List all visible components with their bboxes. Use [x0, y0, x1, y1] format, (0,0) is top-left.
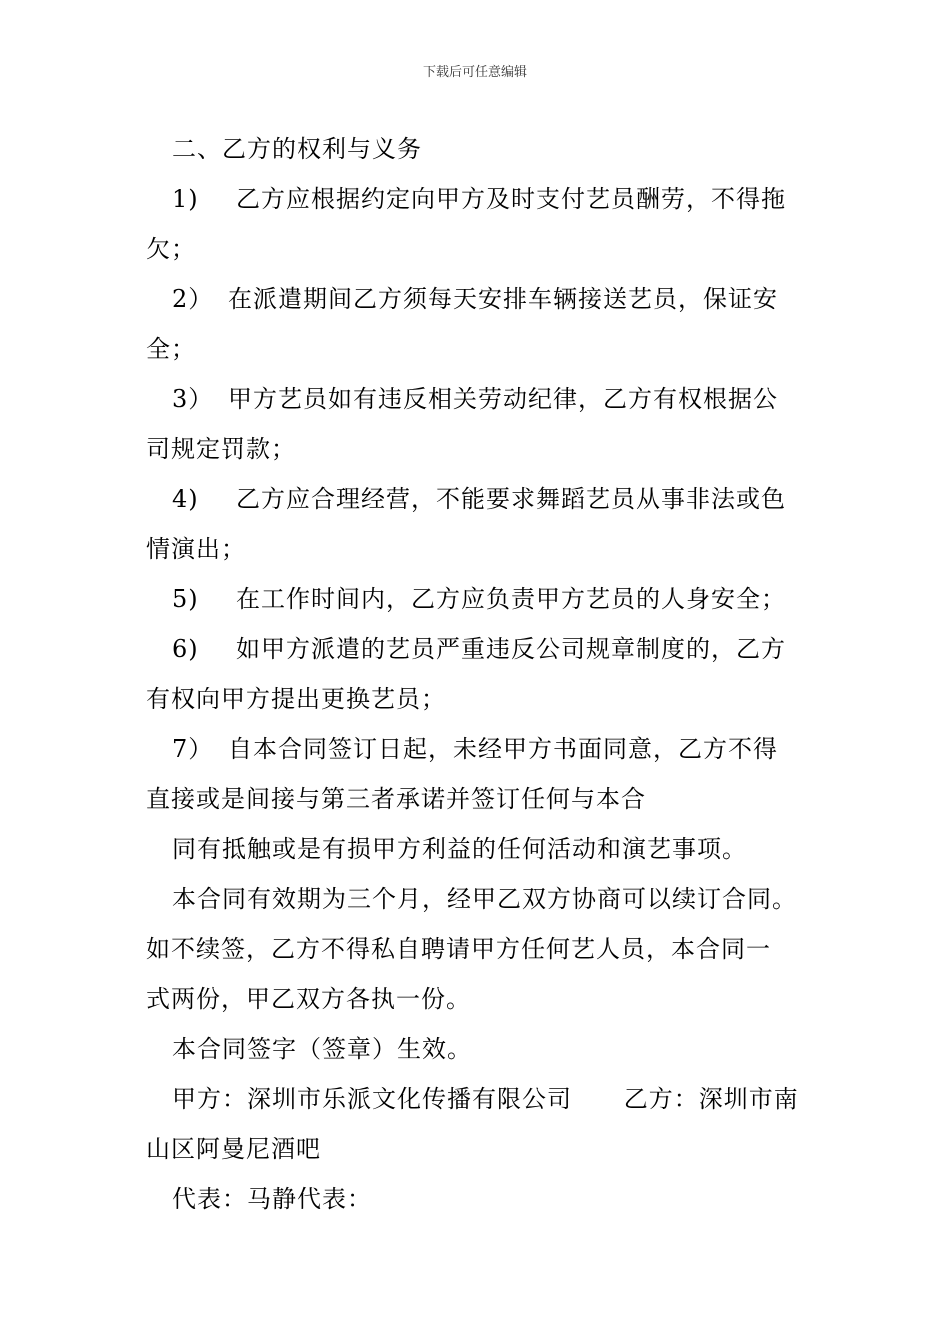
list-item-text: 在派遣期间乙方须每天安排车辆接送艺员，保证安 — [228, 285, 778, 313]
list-item-text-continued: 直接或是间接与第三者承诺并签订任何与本合 — [146, 785, 646, 813]
term-paragraph-line: 本合同有效期为三个月，经甲乙双方协商可以续订合同。 — [172, 885, 797, 913]
list-item-text: 在工作时间内，乙方应负责甲方艺员的人身安全； — [236, 585, 786, 613]
list-item-number: 2） — [172, 285, 214, 313]
list-item-text: 乙方应合理经营，不能要求舞蹈艺员从事非法或色 — [236, 485, 786, 513]
list-item-text-continued: 有权向甲方提出更换艺员； — [146, 685, 446, 713]
list-item-text-continued: 司规定罚款； — [146, 435, 296, 463]
effect-clause: 本合同签字（签章）生效。 — [172, 1035, 472, 1063]
list-item-text: 甲方艺员如有违反相关劳动纪律，乙方有权根据公 — [228, 385, 778, 413]
term-paragraph-line: 如不续签，乙方不得私自聘请甲方任何艺人员，本合同一 — [146, 935, 771, 963]
list-item-number: 6) — [172, 635, 199, 663]
parties-line-continued: 山区阿曼尼酒吧 — [146, 1135, 321, 1163]
list-item-text-continued: 欠； — [146, 235, 196, 263]
list-item-number: 7） — [172, 735, 214, 763]
section-heading: 二、乙方的权利与义务 — [172, 135, 422, 163]
list-item-number: 1) — [172, 185, 199, 213]
list-item-number: 3） — [172, 385, 214, 413]
page-header-note: 下载后可任意编辑 — [422, 65, 527, 80]
list-item-text-continued: 全； — [146, 335, 196, 363]
list-item-text: 自本合同签订日起，未经甲方书面同意，乙方不得 — [228, 735, 778, 763]
term-paragraph-line: 式两份，甲乙双方各执一份。 — [146, 985, 471, 1013]
list-item-number: 4) — [172, 485, 199, 513]
list-item-text-continued: 情演出； — [146, 535, 246, 563]
list-item-text-continued: 同有抵触或是有损甲方利益的任何活动和演艺事项。 — [172, 835, 747, 863]
parties-line: 甲方：深圳市乐派文化传播有限公司 乙方：深圳市南 — [172, 1085, 799, 1113]
list-item-number: 5) — [172, 585, 199, 613]
representatives-line: 代表：马静代表： — [172, 1185, 372, 1213]
list-item-text: 乙方应根据约定向甲方及时支付艺员酬劳，不得拖 — [236, 185, 786, 213]
list-item-text: 如甲方派遣的艺员严重违反公司规章制度的，乙方 — [236, 635, 786, 663]
